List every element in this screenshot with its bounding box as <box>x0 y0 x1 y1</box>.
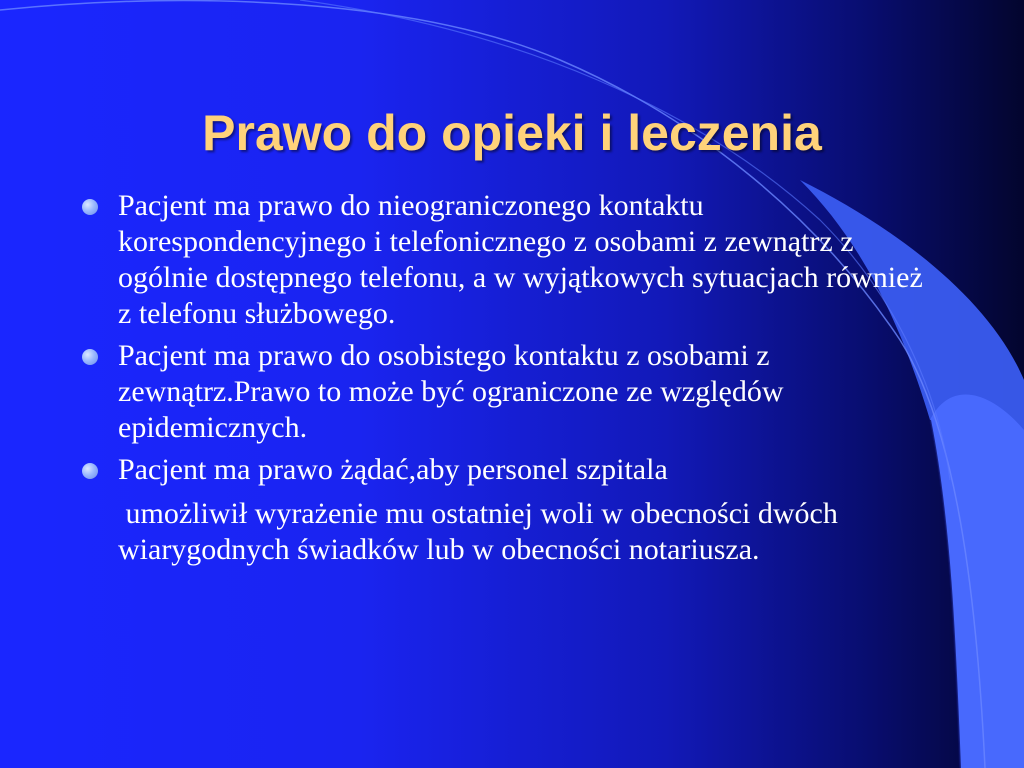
bullet-text: Pacjent ma prawo do nieograniczonego kontaktu korespondencyjnego i telefonicznego z osobami z zewnątrz z ogólnie dostępnego telefonu, a w wyjątkowych sytuacjach również z telefonu służbowego. <box>118 189 923 330</box>
bullet-item <box>82 452 932 488</box>
bullet-dot-icon <box>82 199 98 215</box>
bullet-item <box>82 188 932 332</box>
continuation-text: umożliwił wyrażenie mu ostatniej woli w obecności dwóch wiarygodnych świadków lub w obecności notariusza. <box>118 497 846 566</box>
bullet-dot-icon <box>82 349 98 365</box>
bullet-dot-icon <box>82 463 98 479</box>
bullet-continuation <box>82 496 932 568</box>
bullet-text: Pacjent ma prawo żądać,aby personel szpitala <box>118 453 668 486</box>
slide-title: Prawo do opieki i leczenia <box>202 105 822 161</box>
bullet-list <box>82 188 932 574</box>
bullet-item <box>82 338 932 446</box>
bullet-text: Pacjent ma prawo do osobistego kontaktu z osobami z zewnątrz.Prawo to może być ograniczone ze względów epidemicznych. <box>118 339 784 444</box>
